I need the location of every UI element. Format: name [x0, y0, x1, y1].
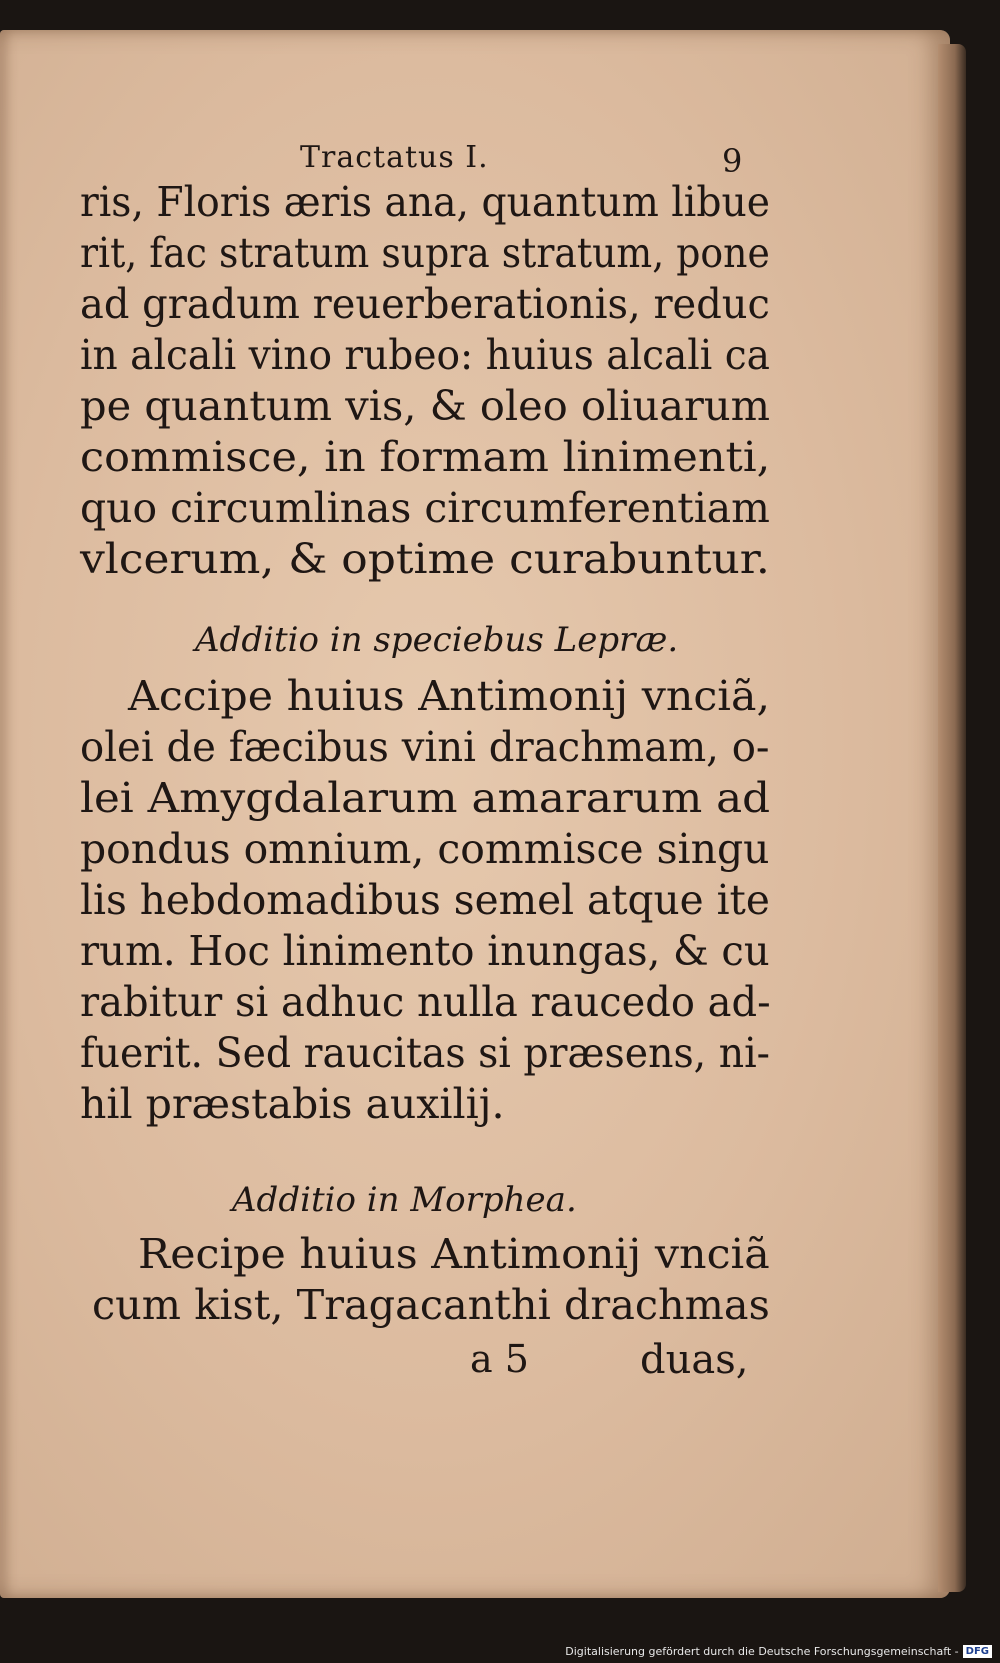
dfg-logo: DFG: [963, 1645, 992, 1658]
page-number: 9: [722, 142, 743, 180]
text-line: in alcali vino rubeo: huius alcali ca: [80, 331, 770, 379]
credit-text: Digitalisierung gefördert durch die Deutsche Forschungsgemeinschaft -: [565, 1644, 959, 1658]
text-line: rabitur si adhuc nulla raucedo ad-: [80, 978, 771, 1026]
text-line: rit, fac stratum supra stratum, pone: [80, 229, 770, 277]
text-line: olei de fæcibus vini drachmam, o-: [80, 723, 770, 771]
text-line: quo circumlinas circumferentiam: [80, 484, 770, 532]
running-title: Tractatus I.: [300, 140, 489, 175]
text-line: vlcerum, & optime curabuntur.: [80, 535, 770, 583]
text-line: hil præstabis auxilij.: [80, 1080, 505, 1128]
text-line: rum. Hoc linimento inungas, & cu: [80, 927, 770, 975]
section-heading: Additio in speciebus Lepræ.: [195, 620, 679, 660]
text-line: pondus omnium, commisce singu: [80, 825, 770, 873]
text-line: fuerit. Sed raucitas si præsens, ni-: [80, 1029, 771, 1077]
text-line: pe quantum vis, & oleo oliuarum: [80, 382, 771, 430]
text-line: lis hebdomadibus semel atque ite: [80, 876, 770, 924]
text-line: ad gradum reuerberationis, reduc: [80, 280, 770, 328]
catchword: duas,: [640, 1337, 749, 1383]
text-line: Accipe huius Antimonij vnciã,: [128, 672, 771, 720]
text-line: lei Amygdalarum amararum ad: [80, 774, 771, 822]
section-heading: Additio in Morphea.: [232, 1180, 577, 1220]
signature-mark: a 5: [470, 1337, 529, 1381]
text-line: Recipe huius Antimonij vnciã: [138, 1230, 770, 1278]
text-line: cum kist, Tragacanthi drachmas: [92, 1281, 770, 1329]
text-line: ris, Floris æris ana, quantum libue: [80, 178, 770, 226]
page-edge: [938, 44, 966, 1592]
text-line: commisce, in formam linimenti,: [80, 433, 771, 481]
digitization-credit: [565, 1643, 992, 1659]
